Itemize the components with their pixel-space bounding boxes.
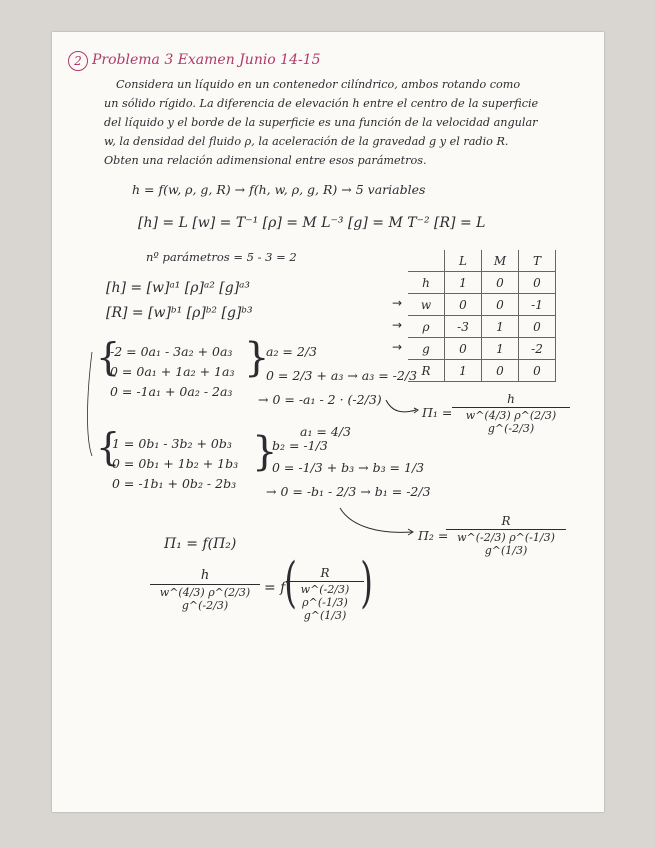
arrow-to-pi1 (386, 400, 416, 412)
table-cell: 0 (482, 294, 519, 316)
selected-row-arrow: → (392, 340, 403, 354)
pi1-dimensional-equation: [h] = [w]ᵃ¹ [ρ]ᵃ² [g]ᵃ³ (106, 280, 251, 296)
solve-b-step: 0 = -1/3 + b₃ → b₃ = 1/3 (272, 460, 425, 475)
solve-b-step: b₂ = -1/3 (272, 438, 328, 453)
solve-a-step: a₁ = 4/3 (300, 424, 352, 439)
statement-line: del líquido y el borde de la superficie es una función de la velocidad angular (104, 116, 538, 129)
system-a-equation: 0 = -1a₁ + 0a₂ - 2a₃ (110, 384, 233, 399)
table-cell: 0 (519, 316, 556, 338)
table-cell: w (408, 294, 445, 316)
table-cell: ρ (408, 316, 445, 338)
table-cell: 0 (519, 360, 556, 382)
statement-line: w, la densidad del fluido ρ, la aceleración de la gravedad g y el radio R. (104, 135, 509, 148)
pi1-label: Π₁ = (422, 405, 453, 420)
system-b-close-brace: } (252, 429, 278, 475)
pi2-label: Π₂ = (418, 528, 449, 543)
solve-b-step: → 0 = -b₁ - 2/3 → b₁ = -2/3 (266, 484, 431, 499)
statement-line: un sólido rígido. La diferencia de elevación h entre el centro de la superficie (104, 97, 539, 110)
dimensions-line: [h] = L [w] = T⁻¹ [ρ] = M L⁻³ [g] = M T⁻² [R] = L (138, 215, 486, 231)
table-cell: 1 (445, 360, 482, 382)
statement-line: Obten una relación adimensional entre esos parámetros. (104, 154, 427, 167)
pi2-dimensional-equation: [R] = [w]ᵇ¹ [ρ]ᵇ² [g]ᵇ³ (106, 305, 253, 321)
system-a-equation: 0 = 0a₁ + 1a₂ + 1a₃ (110, 364, 235, 379)
pi-relation: Π₁ = f(Π₂) (164, 536, 237, 552)
statement-line: Considera un líquido en un contenedor cilíndrico, ambos rotando como (116, 78, 521, 91)
solve-a-step: a₂ = 2/3 (266, 344, 318, 359)
table-cell: 0 (445, 294, 482, 316)
final-rhs-denominator: w^(-2/3) ρ^(-1/3) g^(1/3) (300, 583, 350, 622)
table-cell: T (519, 250, 556, 272)
final-rhs-numerator: R (320, 566, 330, 580)
selected-row-arrow: → (392, 296, 403, 310)
pi2-numerator: R (501, 514, 511, 528)
table-cell: -3 (445, 316, 482, 338)
system-a-equation: -2 = 0a₁ - 3a₂ + 0a₃ (110, 344, 233, 359)
final-equals-f: = f (264, 580, 286, 596)
arrow-to-pi2 (340, 508, 412, 532)
table-cell: 0 (482, 272, 519, 294)
table-cell: M (482, 250, 519, 272)
table-cell: g (408, 338, 445, 360)
table-cell: 0 (519, 272, 556, 294)
pi2-denominator: w^(-2/3) ρ^(-1/3) g^(1/3) (457, 531, 555, 557)
pi1-numerator: h (507, 392, 515, 406)
system-b-brace: { (96, 425, 121, 469)
system-a-brace: { (96, 335, 121, 379)
final-lhs-numerator: h (200, 568, 210, 583)
table-cell: 0 (482, 360, 519, 382)
table-cell: R (408, 360, 445, 382)
function-relation: h = f(w, ρ, g, R) → f(h, w, ρ, g, R) → 5 variables (132, 182, 426, 197)
table-cell: -1 (519, 294, 556, 316)
table-cell: 1 (482, 338, 519, 360)
system-b-equation: 0 = 0b₁ + 1b₂ + 1b₃ (112, 456, 239, 471)
table-cell: -2 (519, 338, 556, 360)
system-b-equation: 1 = 0b₁ - 3b₂ + 0b₃ (112, 436, 232, 451)
selected-row-arrow: → (392, 318, 403, 332)
system-b-equation: 0 = -1b₁ + 0b₂ - 2b₃ (112, 476, 237, 491)
pi1-denominator: w^(4/3) ρ^(2/3) g^(-2/3) (465, 409, 557, 435)
solve-a-step: → 0 = -a₁ - 2 · (-2/3) (258, 392, 382, 407)
problem-title: Problema 3 Examen Junio 14-15 (92, 52, 321, 68)
problem-number: 2 (68, 51, 88, 71)
parameter-count: nº parámetros = 5 - 3 = 2 (146, 250, 297, 264)
margin-stroke (88, 352, 93, 456)
table-cell: 0 (445, 338, 482, 360)
system-a-close-brace: } (244, 335, 270, 381)
table-cell: L (445, 250, 482, 272)
solve-a-step: 0 = 2/3 + a₃ → a₃ = -2/3 (266, 368, 418, 383)
table-cell: 1 (482, 316, 519, 338)
table-cell: h (408, 272, 445, 294)
final-close-paren: ) (360, 551, 373, 614)
table-cell: 1 (445, 272, 482, 294)
final-open-paren: ( (284, 551, 297, 614)
final-lhs-denominator: w^(4/3) ρ^(2/3) g^(-2/3) (159, 586, 251, 612)
